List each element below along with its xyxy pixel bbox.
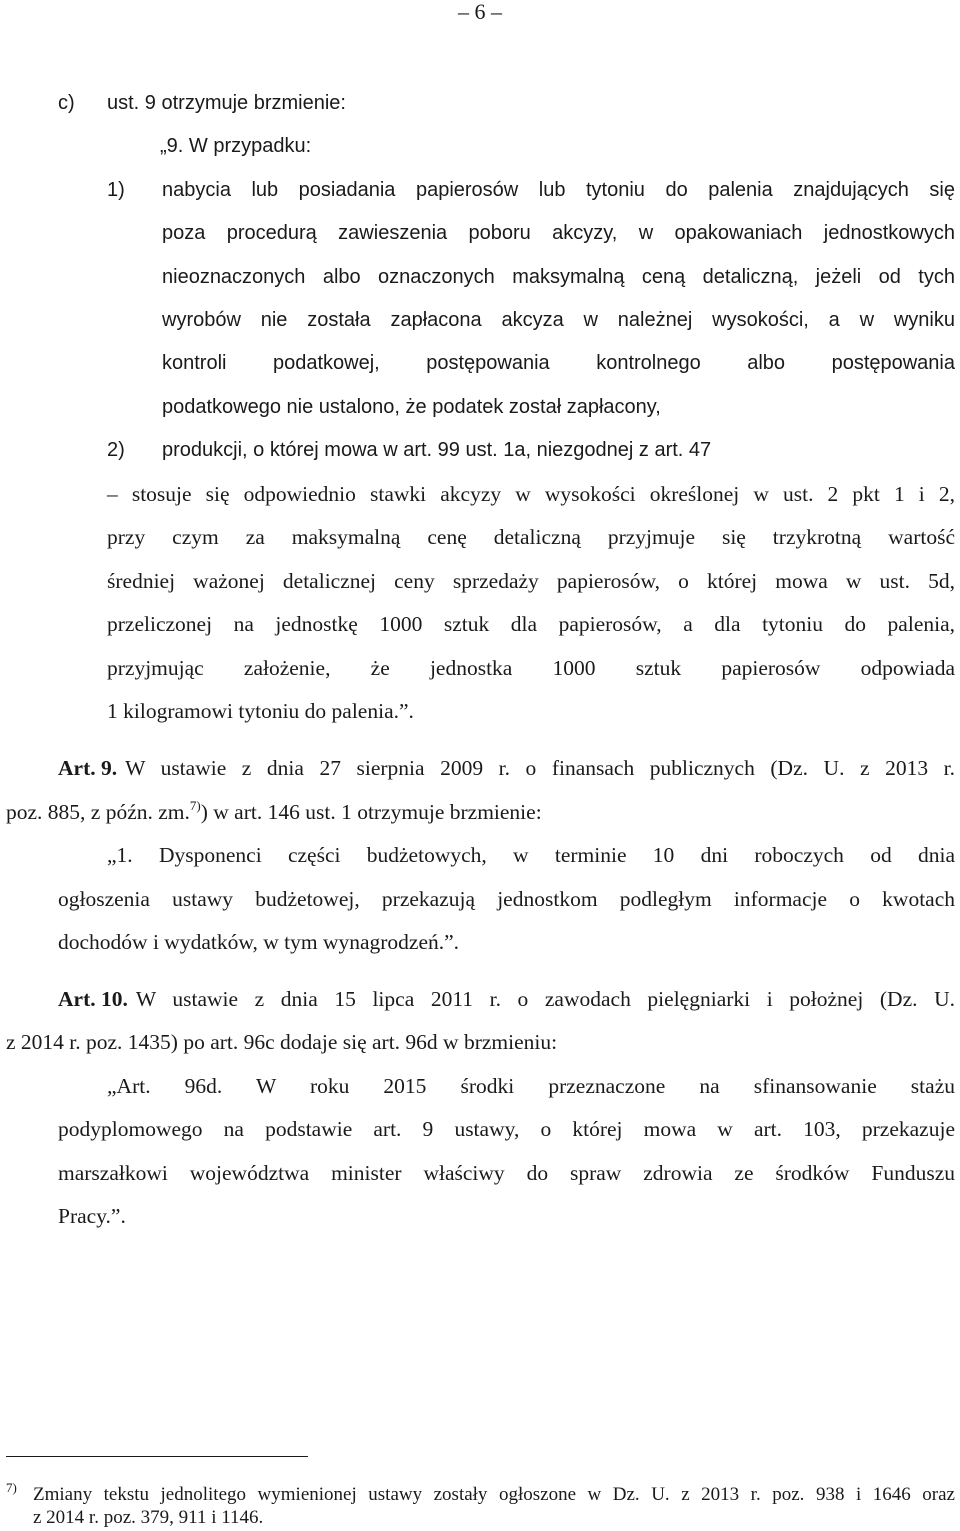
footnote-reference[interactable]: 7) [189,798,201,813]
page-number: – 6 – [458,0,502,24]
item-1-line: nabycia lub posiadania papierosów lub tytoniu do palenia znajdujących się [162,179,955,201]
article-9-heading: Art. 9. [58,756,118,780]
item-2-label: 2) [107,439,125,461]
article-10-quote-line: „Art. 96d. W roku 2015 środki przeznaczone na sfinansowanie stażu [107,1074,955,1098]
article-10-quote-line: marszałkowi województwa minister właściwy do spraw zdrowia ze środków Funduszu [58,1161,955,1185]
footnote-line: Zmiany tekstu jednolitego wymienionej ustawy zostały ogłoszone w Dz. U. z 2013 r. poz. 938 i 1646 oraz [33,1484,955,1505]
item-1-line: nieoznaczonych albo oznaczonych maksymalną ceną detaliczną, jeżeli od tych [162,266,955,288]
quote-start: „9. W przypadku: [160,135,312,157]
section-c-intro: ust. 9 otrzymuje brzmienie: [107,92,346,114]
article-10-quote-line: podyplomowego na podstawie art. 9 ustawy, o której mowa w art. 103, przekazuje [58,1117,955,1141]
closing-line: przeliczonej na jednostkę 1000 sztuk dla papierosów, a dla tytoniu do palenia, [107,612,955,636]
article-9-line-2-rest: ) w art. 146 ust. 1 otrzymuje brzmienie: [200,800,542,824]
closing-line: – stosuje się odpowiednio stawki akcyzy w wysokości określonej w ust. 2 pkt 1 i 2, [107,482,955,506]
article-9-quote-line: ogłoszenia ustawy budżetowej, przekazują jednostkom podległym informacje o kwotach [58,887,955,911]
article-9-line-2-text: poz. 885, z późn. zm. [6,800,190,824]
closing-line: 1 kilogramowi tytoniu do palenia.”. [107,699,414,723]
item-1-line: podatkowego nie ustalono, że podatek został zapłacony, [162,396,661,418]
item-1-line: kontroli podatkowej, postępowania kontrolnego albo postępowania [162,352,955,374]
footnote-line: z 2014 r. poz. 379, 911 i 1146. [33,1507,264,1528]
article-10-line-1 [58,986,955,1012]
item-2-text: produkcji, o której mowa w art. 99 ust. 1a, niezgodnej z art. 47 [162,439,712,461]
footnote-marker: 7) [6,1480,17,1495]
item-1-line: wyrobów nie została zapłacona akcyza w należnej wysokości, a w wyniku [162,309,955,331]
closing-line: przy czym za maksymalną cenę detaliczną przyjmuje się trzykrotną wartość [107,525,955,549]
footnote-divider [6,1456,308,1457]
article-10-intro: W ustawie z dnia 15 lipca 2011 r. o zawodach pielęgniarki i położnej (Dz. U. [135,987,955,1011]
item-1-line: poza procedurą zawieszenia poboru akcyzy, w opakowaniach jednostkowych [162,222,955,244]
article-9-quote-line: „1. Dysponenci części budżetowych, w terminie 10 dni roboczych od dnia [107,843,955,867]
closing-line: przyjmując założenie, że jednostka 1000 sztuk papierosów odpowiada [107,656,955,680]
article-9-intro: W ustawie z dnia 27 sierpnia 2009 r. o finansach publicznych (Dz. U. z 2013 r. [125,756,955,780]
article-9-quote-line: dochodów i wydatków, w tym wynagrodzeń.”. [58,930,460,954]
article-10-line-2: z 2014 r. poz. 1435) po art. 96c dodaje się art. 96d w brzmieniu: [6,1030,558,1054]
closing-line: średniej ważonej detalicznej ceny sprzedaży papierosów, o której mowa w ust. 5d, [107,569,955,593]
item-1-label: 1) [107,179,125,201]
article-10-quote-line: Pracy.”. [58,1204,126,1228]
article-9-line-2 [6,799,542,825]
article-10-heading: Art. 10. [58,987,128,1011]
section-c-label: c) [58,92,75,114]
article-9-line-1 [58,755,955,781]
